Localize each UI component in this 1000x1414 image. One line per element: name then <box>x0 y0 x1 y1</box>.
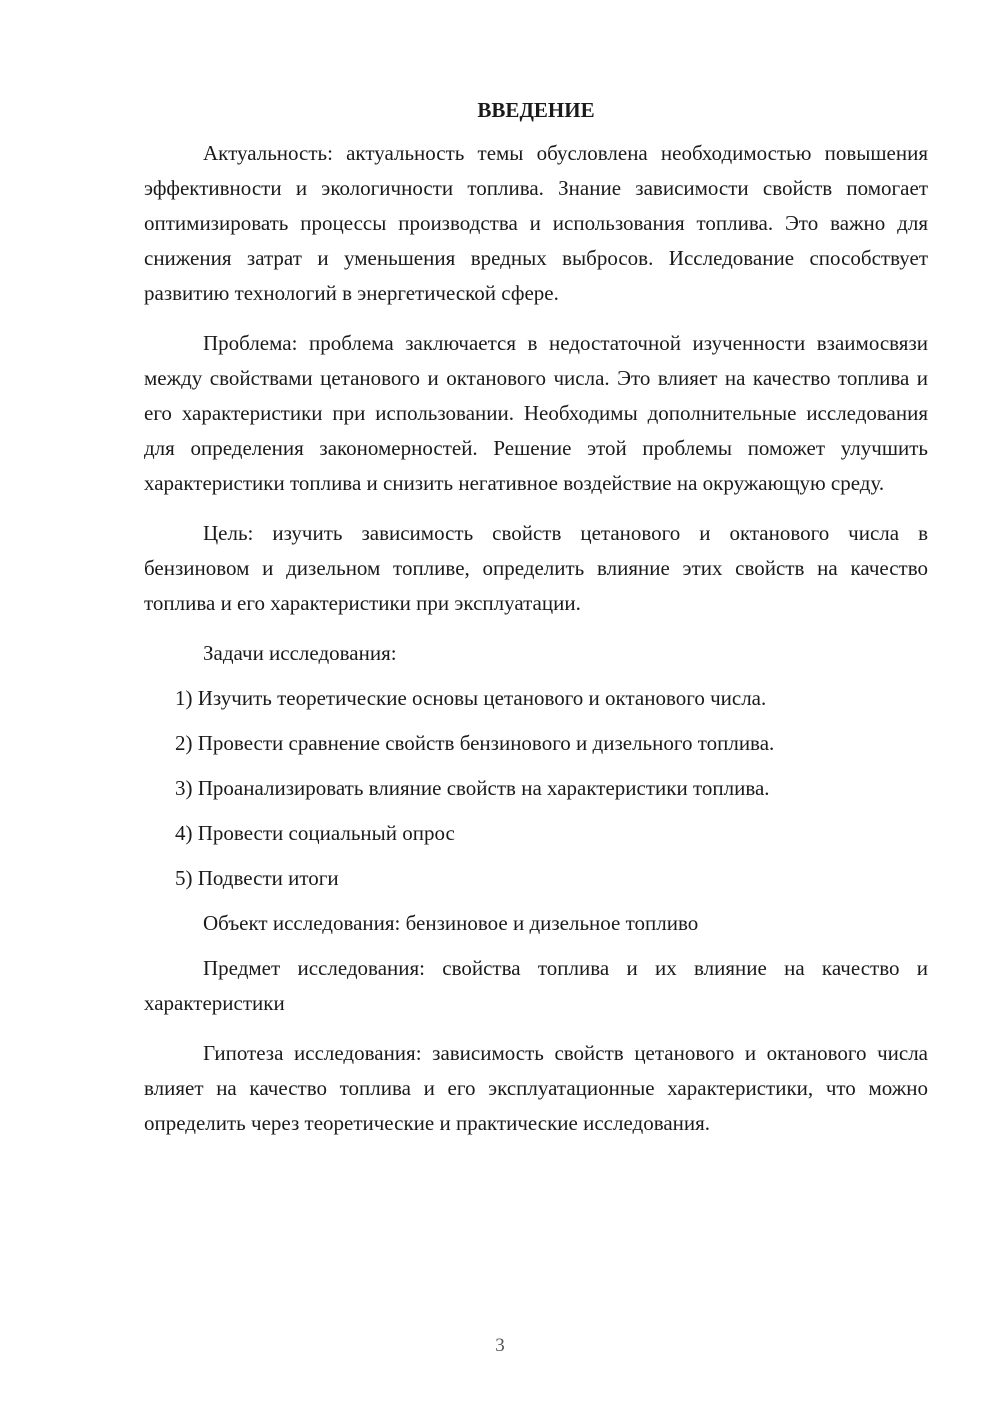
page-title: ВВЕДЕНИЕ <box>477 98 595 122</box>
list-item: 2) Провести сравнение свойств бензинового и дизельного топлива. <box>175 731 775 755</box>
document-page <box>144 93 928 1156</box>
tasks-label: Задачи исследования: <box>203 641 397 665</box>
list-item: 5) Подвести итоги <box>175 866 339 890</box>
list-item: 3) Проанализировать влияние свойств на характеристики топлива. <box>175 776 770 800</box>
paragraph-object: Объект исследования: бензиновое и дизельное топливо <box>203 911 699 935</box>
tasks-list <box>144 681 928 896</box>
paragraph-goal: Цель: изучить зависимость свойств цетанового и октанового числа в бензиновом и дизельном топливе, определить влияние этих свойств на качество топлива и его характеристики при эксплуатации. <box>144 521 928 615</box>
list-item: 1) Изучить теоретические основы цетанового и октанового числа. <box>175 686 767 710</box>
list-item: 4) Провести социальный опрос <box>175 821 455 845</box>
paragraph-subject: Предмет исследования: свойства топлива и их влияние на качество и характеристики <box>144 956 928 1015</box>
paragraph-problem: Проблема: проблема заключается в недостаточной изученности взаимосвязи между свойствами цетанового и октанового числа. Это влияет на качество топлива и его характеристики при использовании. Необходимы дополнительные исследования для определения закономерностей. Решение этой проблемы поможет улучшить характеристики топлива и снизить негативное воздействие на окружающую среду. <box>144 331 928 495</box>
paragraph-relevance: Актуальность: актуальность темы обусловлена необходимостью повышения эффективности и экологичности топлива. Знание зависимости свойств помогает оптимизировать процессы производства и использования топлива. Это важно для снижения затрат и уменьшения вредных выбросов. Исследование способствует развитию технологий в энергетической сфере. <box>144 141 928 305</box>
paragraph-hypothesis: Гипотеза исследования: зависимость свойств цетанового и октанового числа влияет на качество топлива и его эксплуатационные характеристики, что можно определить через теоретические и практические исследования. <box>144 1041 928 1135</box>
page-number: 3 <box>495 1335 505 1356</box>
